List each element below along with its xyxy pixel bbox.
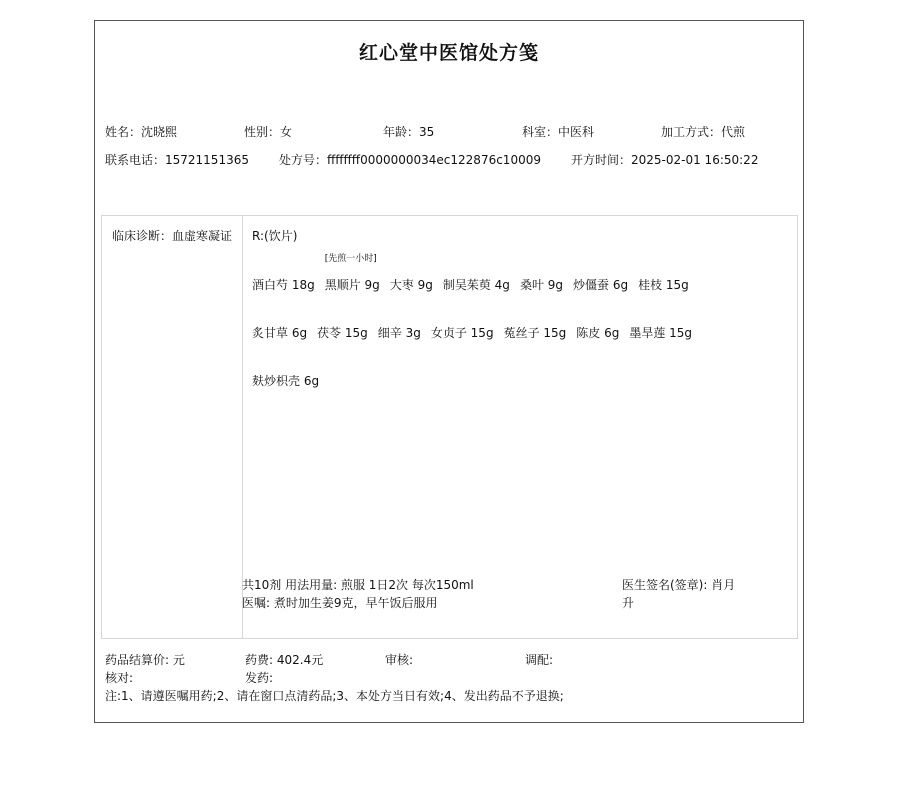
usage-instructions (242, 576, 474, 612)
page-title: 红心堂中医馆处方笺 (358, 42, 539, 64)
issue-label: 发药: (245, 671, 274, 685)
herb-item: 桑叶 9g (519, 278, 564, 292)
check-label: 核对: (105, 671, 134, 685)
patient-gender: 性别：女 (244, 125, 293, 139)
herb-row (252, 254, 699, 293)
dispense-label: 调配: (525, 653, 554, 667)
herb-item: 茯苓 15g (317, 326, 368, 340)
doctor-signature: 医生签名(签章): 肖月升 (622, 578, 736, 610)
herb-item: 大枣 9g (389, 278, 433, 292)
herb-item: 细辛 3g (377, 326, 421, 340)
herb-item: 制吴茱萸 4g (442, 278, 510, 292)
review-label: 审核: (385, 653, 414, 667)
rx-label: R:(饮片) (252, 229, 298, 243)
prescription-sheet (94, 20, 804, 723)
herb-note: [先煎一小时] (324, 254, 377, 264)
herb-item: 桂枝 15g (638, 278, 689, 292)
herb-row (252, 372, 329, 389)
clinical-diagnosis: 临床诊断：血虚寒凝证 (112, 229, 233, 243)
prescription-number: 处方号：ffffffff0000000034ec122876c10009 (279, 153, 541, 167)
patient-age: 年龄：35 (383, 125, 435, 139)
usage-advice: 医嘱: 煮时加生姜9克，早午饭后服用 (242, 596, 438, 610)
patient-phone: 联系电话：15721151365 (105, 153, 249, 167)
herb-item: 炒僵蚕 6g (573, 278, 629, 292)
herb-item: 女贞子 15g (430, 326, 494, 340)
herb-item: 黑顺片 9g [先煎一小时] (325, 276, 380, 293)
prescription-body (101, 215, 798, 639)
drug-fee: 药费: 402.4元 (245, 653, 324, 667)
column-divider (242, 216, 243, 638)
usage-dosage: 共10剂 用法用量: 煎服 1日2次 每次150ml (242, 578, 474, 592)
herb-item: 墨旱莲 15g (629, 326, 693, 340)
herb-item: 酒白芍 18g (252, 278, 315, 292)
herb-item: 炙甘草 6g (252, 326, 308, 340)
herb-item: 陈皮 6g (576, 326, 620, 340)
herb-item: 菟丝子 15g (503, 326, 567, 340)
department: 科室：中医科 (522, 125, 595, 139)
settlement-price: 药品结算价: 元 (105, 653, 185, 667)
patient-name: 姓名：沈晓熙 (105, 125, 178, 139)
footer-note: 注:1、请遵医嘱用药;2、请在窗口点清药品;3、本处方当日有效;4、发出药品不予退换; (105, 689, 564, 703)
prescription-time: 开方时间：2025-02-01 16:50:22 (571, 153, 759, 167)
processing-method: 加工方式：代煎 (661, 125, 746, 139)
herb-row (252, 324, 702, 341)
herb-item: 麸炒枳壳 6g (252, 374, 320, 388)
